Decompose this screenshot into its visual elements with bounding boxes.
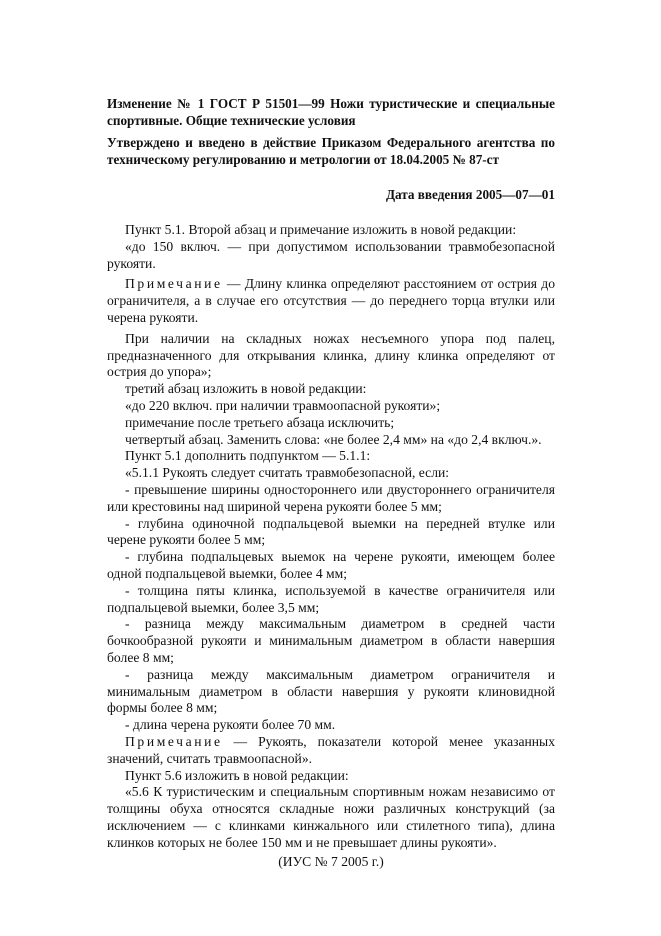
paragraph-clause-5-6: «5.6 К туристическим и специальным спортивным ножам независимо от толщины обуха относятся складные ножи различных конструкций (за исключением — с клинками кинжального или стилетного типа), длина клинков которых не более 150 мм и не превышает длины рукояти». <box>107 784 555 850</box>
list-item: - толщина пяты клинка, используемой в качестве ограничителя или подпальцевой выемки, более 3,5 мм; <box>107 582 555 615</box>
list-item: - глубина одиночной подпальцевой выемки на передней втулке или черене рукояти более 5 мм; <box>107 515 555 548</box>
paragraph-exclude-note: примечание после третьего абзаца исключить; <box>125 414 395 430</box>
source-reference: (ИУС № 7 2005 г.) <box>278 854 384 870</box>
amendment-body <box>107 222 555 851</box>
note-text: — Длину клинка определяют расстоянием от острия до ограничителя, а в случае его отсутствия — до переднего торца втулки или черена рукояти. <box>107 276 555 325</box>
paragraph-clause-5-1-value: «до 150 включ. — при допустимом использовании травмобезопасной рукояти. <box>107 238 555 271</box>
paragraph-clause-5-1-intro: Пункт 5.1. Второй абзац и примечание изложить в новой редакции: <box>125 222 517 237</box>
amendment-title: Изменение № 1 ГОСТ Р 51501—99 Ножи туристические и специальные спортивные. Общие технические условия <box>107 96 555 128</box>
paragraph-add-subclause: Пункт 5.1 дополнить подпунктом — 5.1.1: <box>125 448 371 464</box>
list-item: - глубина подпальцевых выемок на черене рукояти, имеющем более одной подпальцевой выемки, более 4 мм; <box>107 549 555 581</box>
paragraph-fourth-clause: четвертый абзац. Заменить слова: «не более 2,4 мм» на «до 2,4 включ.». <box>125 431 542 447</box>
paragraph-subclause-5-1-1: «5.1.1 Рукоять следует считать травмобезопасной, если: <box>125 465 450 481</box>
effective-date: Дата введения 2005—07—01 <box>385 187 555 202</box>
paragraph-note-handle <box>107 734 555 768</box>
paragraph-folding-knives: При наличии на складных ножах несъемного упора под палец, предназначенного для открывания клинка, длину клинка определяют от острия до упора»; <box>107 330 555 380</box>
list-item: - превышение ширины одностороннего или двустороннего ограничителя или крестовины над шириной черена рукояти более 5 мм; <box>107 481 555 514</box>
list-item: - разница между максимальным диаметром ограничителя и минимальным диаметром в области навершия у рукояти клиновидной формы более 8 мм; <box>107 666 555 716</box>
list-item: - длина черена рукояти более 70 мм. <box>125 717 336 733</box>
list-item: - разница между максимальным диаметром в средней части бочкообразной рукояти и минимальным диаметром в области навершия более 8 мм; <box>107 616 555 665</box>
note-label: Примечание <box>125 276 223 292</box>
note-label: Примечание <box>125 733 223 749</box>
paragraph-third-clause-value: «до 220 включ. при наличии травмоопасной рукояти»; <box>125 397 441 413</box>
paragraph-note-blade-length <box>107 276 555 326</box>
paragraph-third-clause: третий абзац изложить в новой редакции: <box>125 381 367 397</box>
document-page <box>107 96 555 870</box>
approval-statement: Утверждено и введено в действие Приказом Федерального агентства по техническому регулированию и метрологии от 18.04.2005 № 87-ст <box>107 135 555 167</box>
paragraph-clause-5-6-intro: Пункт 5.6 изложить в новой редакции: <box>125 767 349 783</box>
note-text: — Рукоять, показатели которой менее указанных значений, считать травмоопасной». <box>107 733 555 766</box>
